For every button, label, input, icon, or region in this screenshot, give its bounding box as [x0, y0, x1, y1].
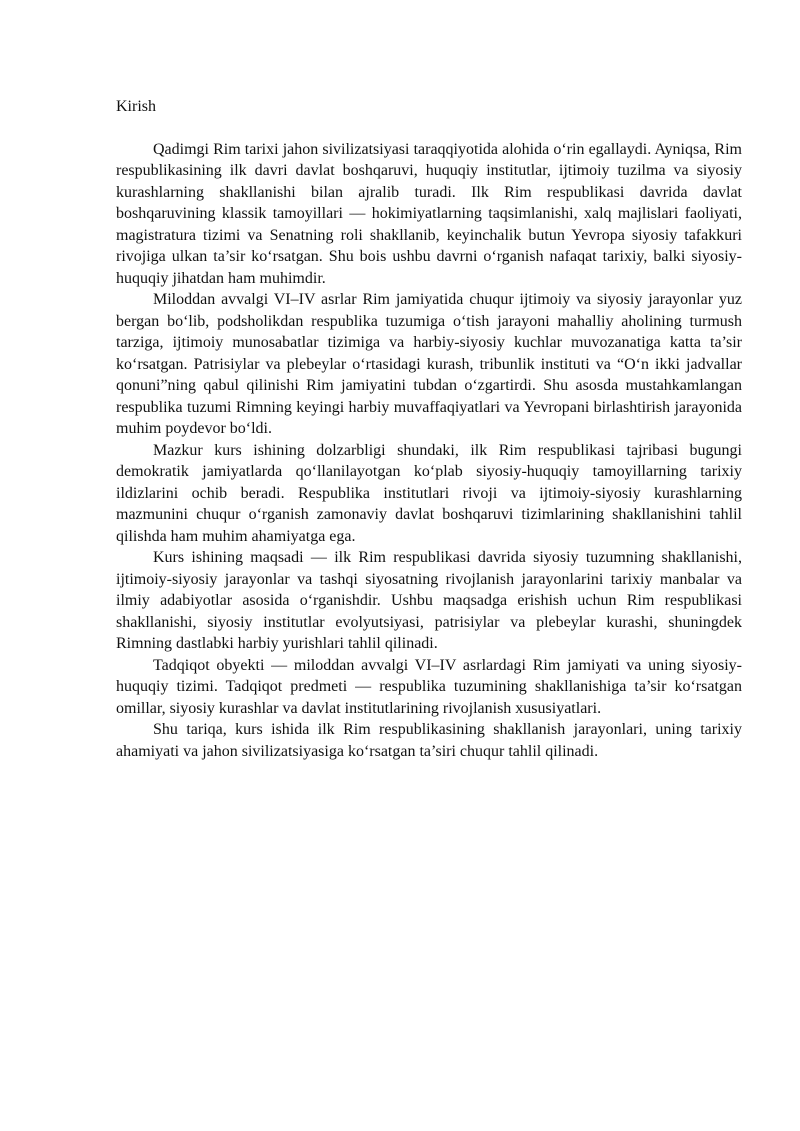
paragraph-object-subject: Tadqiqot obyekti — miloddan avvalgi VI–IV asrlardagi Rim jamiyati va uning siyosiy-huquqiy tizimi. Tadqiqot predmeti — respublika tuzumining shakllanishiga ta’sir ko‘rsatgan omillar, siyosiy kurashlar va davlat institutlarining rivojlanish xususiyatlari. [116, 656, 742, 717]
document-page [116, 96, 742, 762]
paragraph-historical-context: Miloddan avvalgi VI–IV asrlar Rim jamiyatida chuqur ijtimoiy va siyosiy jarayonlar yuz bergan bo‘lib, podsholikdan respublika tuzumiga o‘tish jarayoni mahalliy aholining turmush tarziga, ijtimoiy munosabatlar tizimiga va harbiy-siyosiy kuchlar muvozanatiga katta ta’sir ko‘rsatgan. Patrisiylar va plebeylar o‘rtasidagi kurash, tribunlik instituti va “O‘n ikki jadvallar qonuni”ning qabul qilinishi Rim jamiyatini tubdan o‘zgartirdi. Shu asosda mustahkamlangan respublika tuzumi Rimning keyingi harbiy muvaffaqiyatlari va Yevropani birlashtirish jarayonida muhim poydevor bo‘ldi. [116, 291, 742, 437]
paragraph-intro: Qadimgi Rim tarixi jahon sivilizatsiyasi taraqqiyotida alohida o‘rin egallaydi. Ayniqsa, Rim respublikasining ilk davri davlat boshqaruvi, huquqiy institutlar, ijtimoiy tuzilma va siyosiy kurashlarning shakllanishi bilan ajralib turadi. Ilk Rim respublikasi davrida davlat boshqaruvining klassik tamoyillari — hokimiyatlarning taqsimlanishi, xalq majlislari faoliyati, magistratura tizimi va Senatning roli shakllanib, keyinchalik butun Yevropa siyosiy tafakkuri rivojiga ulkan ta’sir ko‘rsatgan. Shu bois ushbu davrni o‘rganish nafaqat tarixiy, balki siyosiy-huquqiy jihatdan ham muhimdir. [116, 140, 742, 287]
paragraph-relevance: Mazkur kurs ishining dolzarbligi shundaki, ilk Rim respublikasi tajribasi bugungi demokratik jamiyatlarda qo‘llanilayotgan ko‘plab siyosiy-huquqiy tamoyillarning tarixiy ildizlarini ochib beradi. Respublika institutlari rivoji va ijtimoiy-siyosiy kurashlarning mazmunini chuqur o‘rganish zamonaviy davlat boshqaruvi tizimlarining shakllanishini tahlil qilishda ham muhim ahamiyatga ega. [116, 441, 742, 545]
paragraph-goal: Kurs ishining maqsadi — ilk Rim respublikasi davrida siyosiy tuzumning shakllanishi, ijtimoiy-siyosiy jarayonlar va tashqi siyosatning rivojlanish jarayonlarini tarixiy manbalar va ilmiy adabiyotlar asosida o‘rganishdir. Ushbu maqsadga erishish uchun Rim respublikasi shakllanishi, siyosiy institutlar evolyutsiyasi, patrisiylar va plebeylar kurashi, shuningdek Rimning dastlabki harbiy yurishlari tahlil qilinadi. [116, 549, 742, 652]
paragraph-conclusion: Shu tariqa, kurs ishida ilk Rim respublikasining shakllanish jarayonlari, uning tarixiy ahamiyati va jahon sivilizatsiyasiga ko‘rsatgan ta’siri chuqur tahlil qilinadi. [116, 721, 742, 760]
section-heading: Kirish [116, 98, 156, 115]
